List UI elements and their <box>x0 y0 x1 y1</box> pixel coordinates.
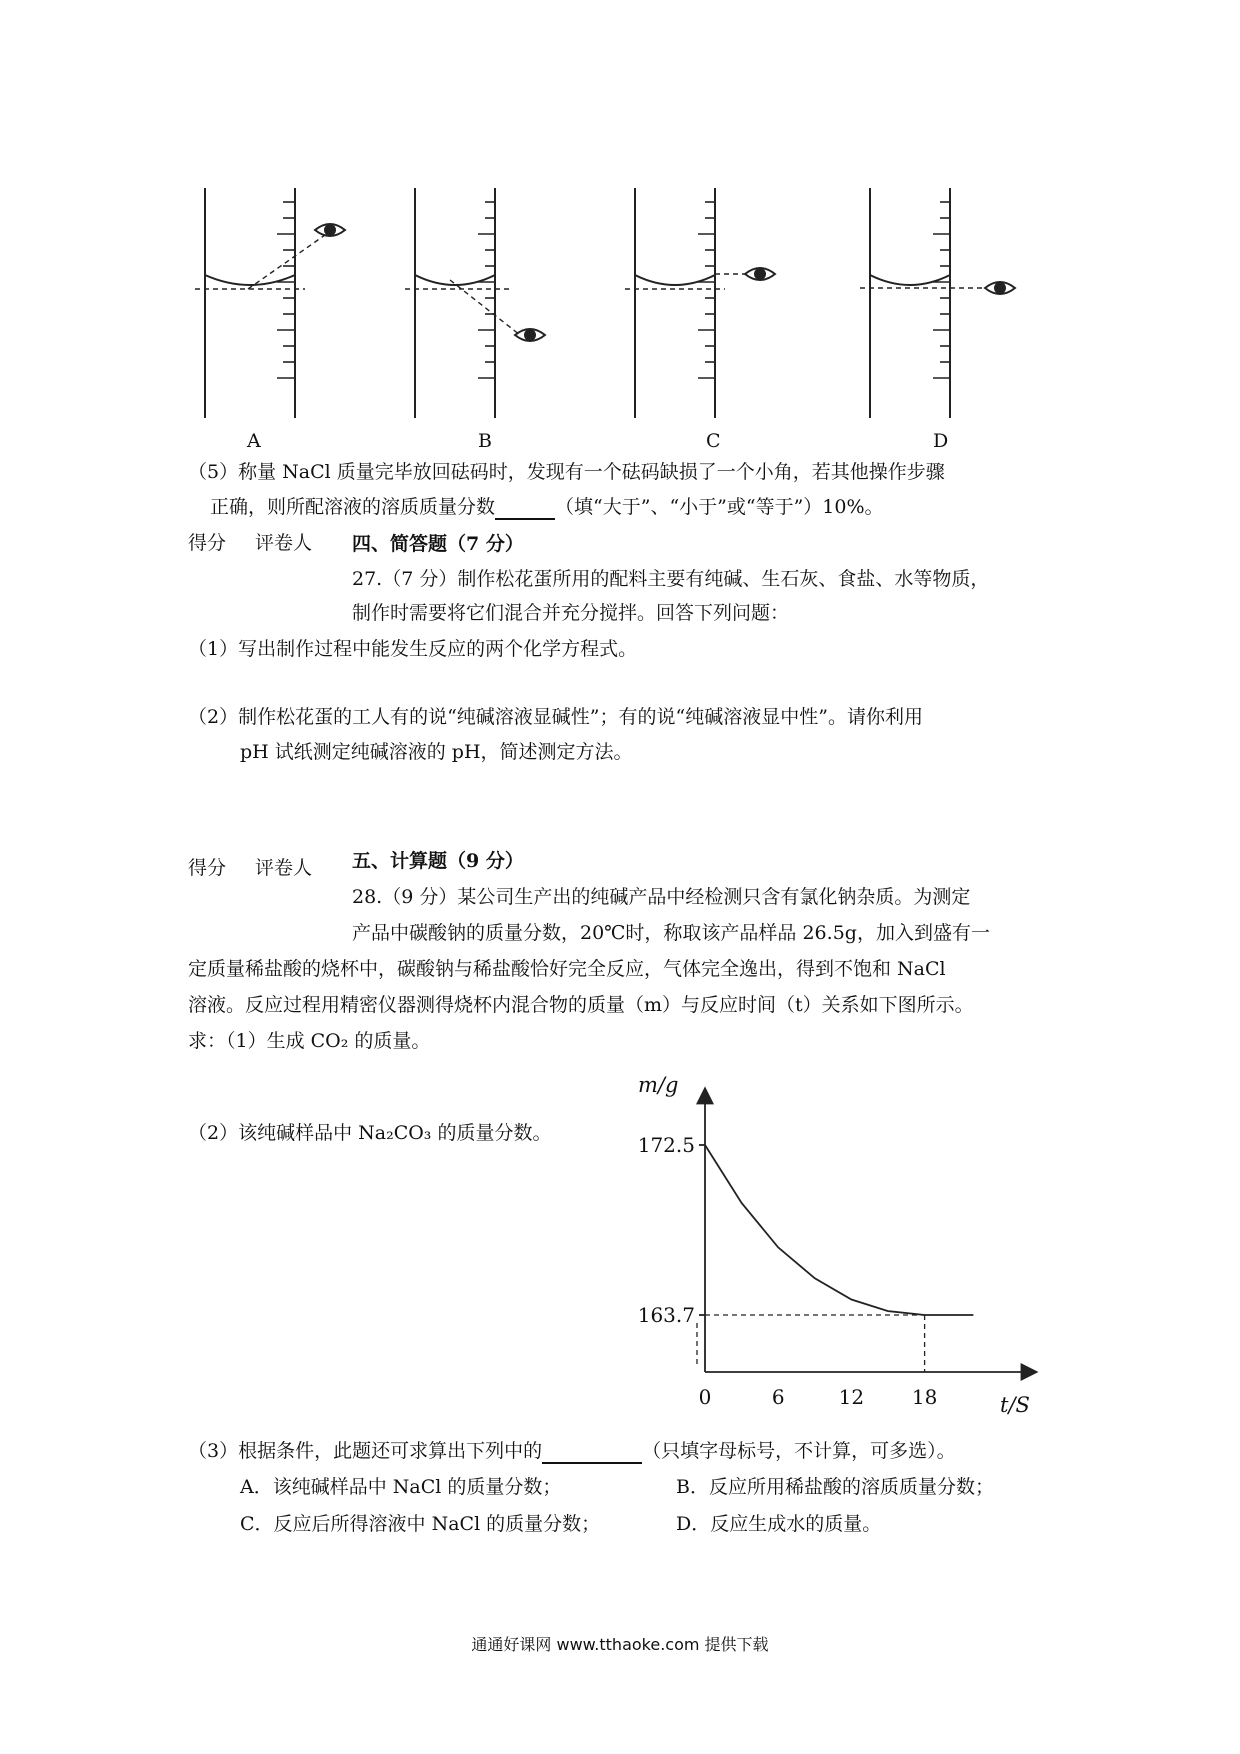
eye-icon <box>985 282 1015 294</box>
option-a: A．该纯碱样品中 NaCl 的质量分数； <box>240 1476 562 1498</box>
option-b: B．反应所用稀盐酸的溶质质量分数； <box>676 1476 994 1498</box>
footer-text: 通通好课网 www.tthaoke.com 提供下载 <box>471 1635 769 1654</box>
option-c: C．反应后所得溶液中 NaCl 的质量分数； <box>240 1513 601 1535</box>
q27-line2: 制作时需要将它们混合并充分搅拌。回答下列问题： <box>352 602 790 624</box>
eye-icon <box>315 224 345 236</box>
figure-d-cylinder <box>860 188 985 418</box>
figure-label-a: A <box>247 430 261 452</box>
q28-line4: 溶液。反应过程用精密仪器测得烧杯内混合物的质量（m）与反应时间（t）关系如下图所示。 <box>188 994 974 1016</box>
x-tick-label: 6 <box>771 1385 785 1409</box>
q26-5-line2: 正确，则所配溶液的溶质质量分数 （填“大于”、“小于”或“等于”）10%。 <box>210 496 884 518</box>
score-label: 得分 <box>188 532 227 554</box>
q27-part2-line2: pH 试纸测定纯碱溶液的 pH，简述测定方法。 <box>240 741 633 763</box>
q28-line2: 产品中碳酸钠的质量分数，20℃时，称取该产品样品 26.5g，加入到盛有一 <box>352 922 990 944</box>
eye-icon <box>745 268 775 280</box>
q27-part1: （1）写出制作过程中能发生反应的两个化学方程式。 <box>188 638 638 660</box>
series-curve <box>705 1145 973 1315</box>
q27-line1: 27.（7 分）制作松花蛋所用的配料主要有纯碱、生石灰、食盐、水等物质， <box>352 568 990 590</box>
x-tick-label: 18 <box>911 1385 938 1409</box>
figure-label-d: D <box>933 430 949 452</box>
y-tick-label: 163.7 <box>637 1303 695 1327</box>
y-axis-label: m/g <box>638 1073 679 1097</box>
reviewer-label: 评卷人 <box>255 857 313 879</box>
x-tick-label: 0 <box>698 1385 712 1409</box>
answer-blank[interactable] <box>495 498 555 520</box>
q26-5-line1: （5）称量 NaCl 质量完毕放回砝码时，发现有一个砝码缺损了一个小角，若其他操作步骤 <box>188 461 945 483</box>
q28-line3: 定质量稀盐酸的烧杯中，碳酸钠与稀盐酸恰好完全反应，气体完全逸出，得到不饱和 NaCl <box>188 958 946 980</box>
mass-time-chart <box>620 1070 1050 1430</box>
figure-b-cylinder <box>405 188 520 418</box>
option-d: D．反应生成水的质量。 <box>676 1513 882 1535</box>
x-axis-label: t/S <box>1000 1393 1030 1417</box>
eye-icon <box>515 329 545 341</box>
q28-line1: 28.（9 分）某公司生产出的纯碱产品中经检测只含有氯化钠杂质。为测定 <box>352 886 971 908</box>
figure-c-cylinder <box>625 188 745 418</box>
figure-label-c: C <box>706 430 721 452</box>
figure-a-cylinder <box>195 188 325 418</box>
y-tick-label: 172.5 <box>637 1133 695 1157</box>
reviewer-label: 评卷人 <box>255 532 313 554</box>
score-label: 得分 <box>188 857 227 879</box>
q27-part2-line1: （2）制作松花蛋的工人有的说“纯碱溶液显碱性”；有的说“纯碱溶液显中性”。请你利用 <box>188 706 923 728</box>
q28-part3: （3）根据条件，此题还可求算出下列中的 （只填字母标号，不计算，可多选）。 <box>188 1440 956 1462</box>
section5-title: 五、计算题（9 分） <box>352 850 524 872</box>
answer-blank[interactable] <box>542 1442 642 1464</box>
q28-line5: 求：（1）生成 CO₂ 的质量。 <box>188 1030 431 1052</box>
x-tick-label: 12 <box>838 1385 865 1409</box>
figure-label-b: B <box>478 430 492 452</box>
section4-title: 四、简答题（7 分） <box>352 533 524 555</box>
meniscus-figures <box>180 180 1080 460</box>
q28-part2: （2）该纯碱样品中 Na₂CO₃ 的质量分数。 <box>188 1122 552 1144</box>
